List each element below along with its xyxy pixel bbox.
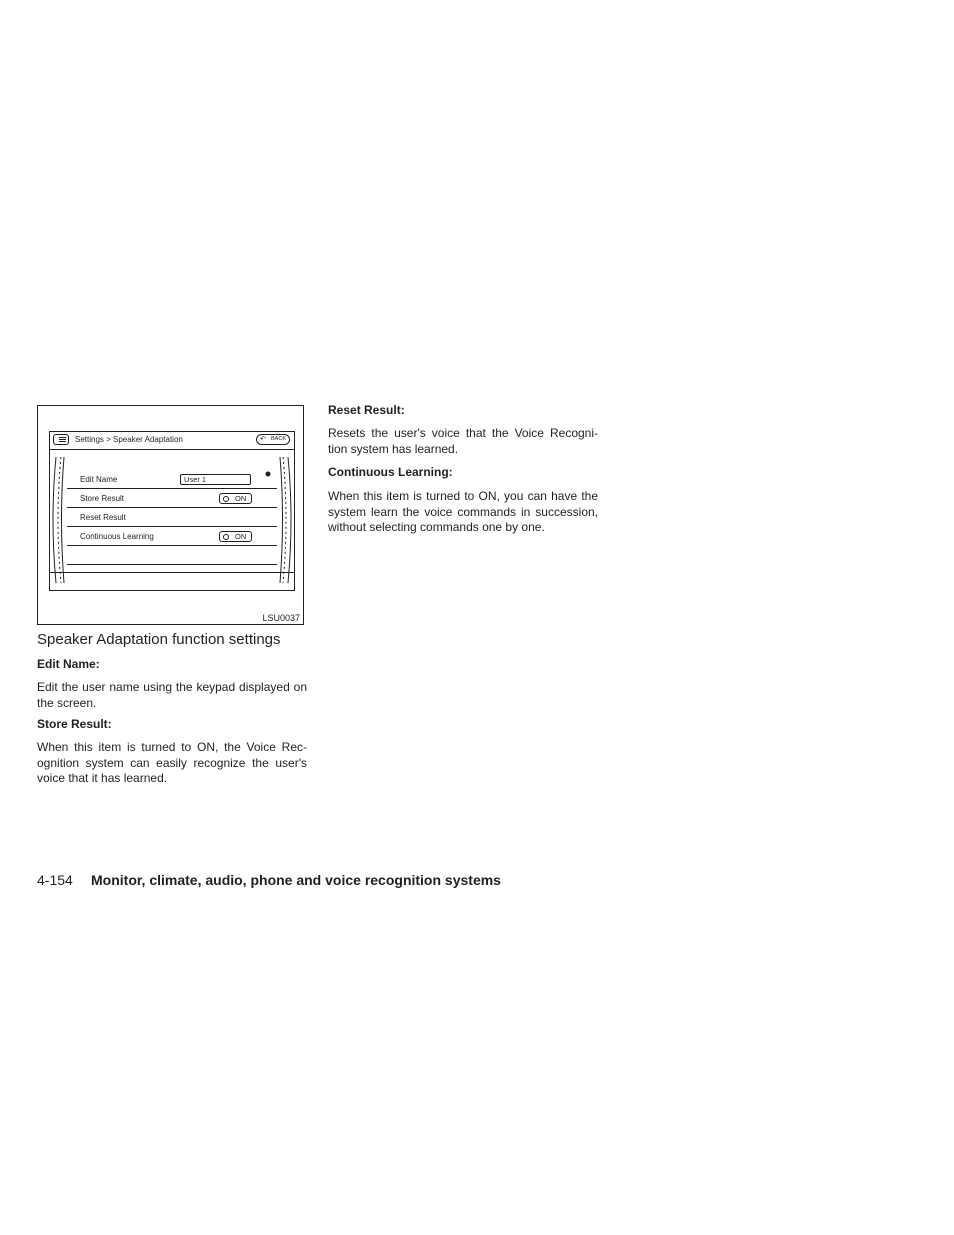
figure-code: LSU0037 — [262, 613, 300, 623]
continuous-learning-toggle[interactable]: ON — [219, 531, 252, 542]
row-reset-result[interactable] — [67, 508, 277, 527]
section-body: Edit the user name using the keypad displayed on the screen. — [37, 680, 307, 710]
title-bar — [50, 432, 294, 450]
section-body: When this item is turned to ON, you can have the system learn the voice commands in succession, without selecting commands one by one. — [328, 489, 598, 534]
indicator-icon — [223, 496, 229, 502]
row-edit-name[interactable] — [67, 470, 277, 489]
indicator-icon — [223, 534, 229, 540]
back-label: BACK — [271, 436, 286, 442]
menu-icon — [53, 434, 69, 445]
back-arrow-icon: ↶ — [260, 436, 266, 443]
row-label: Reset Result — [80, 513, 126, 522]
name-field[interactable]: User 1 — [180, 474, 251, 485]
figure — [37, 405, 304, 625]
breadcrumb: Settings > Speaker Adaptation — [75, 435, 183, 444]
row-label: Continuous Learning — [80, 532, 154, 541]
section-heading: Reset Result: — [328, 403, 405, 417]
display-screen — [49, 431, 295, 591]
section-heading: Continuous Learning: — [328, 465, 453, 479]
section-body: When this item is turned to ON, the Voice Rec-ognition system can easily recognize the user's voice that it has learned. — [37, 740, 307, 785]
section-body: Resets the user's voice that the Voice Recogni-tion system has learned. — [328, 426, 598, 456]
store-result-toggle[interactable]: ON — [219, 493, 252, 504]
page-number: 4-154 — [37, 872, 73, 888]
chapter-title: Monitor, climate, audio, phone and voice recognition systems — [91, 872, 501, 888]
bottom-divider — [50, 572, 294, 573]
section-heading: Store Result: — [37, 717, 112, 731]
section-heading: Edit Name: — [37, 657, 100, 671]
figure-caption: Speaker Adaptation function settings — [37, 631, 281, 648]
row-label: Edit Name — [80, 475, 118, 484]
back-button[interactable] — [256, 434, 290, 445]
row-store-result[interactable] — [67, 489, 277, 508]
row-label: Store Result — [80, 494, 125, 503]
row-empty — [67, 546, 277, 565]
row-continuous-learning[interactable] — [67, 527, 277, 546]
